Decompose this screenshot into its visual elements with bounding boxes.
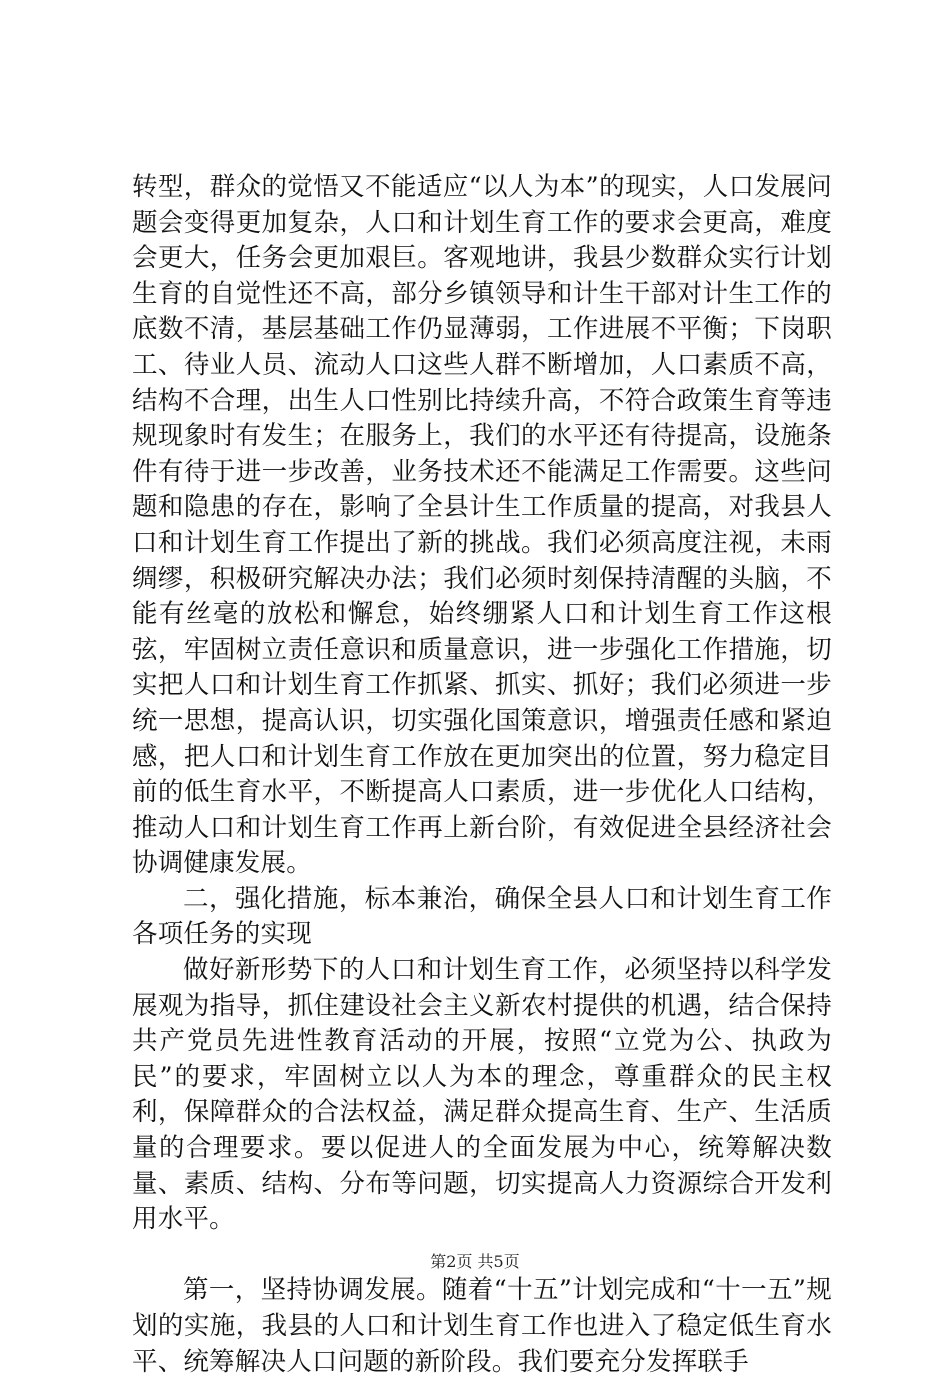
paragraph-first-point: 第一，坚持协调发展。随着“十五”计划完成和“十一五”规划的实施，我县的人口和计划生育工作也进入了稳定低生育水平、统筹解决人口问题的新阶段。我们要充分发挥联手 [132, 1275, 832, 1377]
paragraph-section-intro: 做好新形势下的人口和计划生育工作，必须坚持以科学发展观为指导，抓住建设社会主义新农村提供的机遇，结合保持共产党员先进性教育活动的开展，按照“立党为公、执政为民”的要求，牢固树立以人为本的理念，尊重群众的民主权利，保障群众的合法权益，满足群众提高生育、生产、生活质量的合理要求。要以促进人的全面发展为中心，统筹解决数量、素质、结构、分布等问题，切实提高人力资源综合开发利用水平。 [132, 955, 832, 1235]
document-body [132, 170, 832, 1380]
page-number-footer: 第2页 共5页 [430, 1252, 520, 1271]
section-heading: 二，强化措施，标本兼治，确保全县人口和计划生育工作各项任务的实现 [132, 883, 832, 950]
paragraph-continuation: 转型，群众的觉悟又不能适应“以人为本”的现实，人口发展问题会变得更加复杂，人口和计划生育工作的要求会更高，难度会更大，任务会更加艰巨。客观地讲，我县少数群众实行计划生育的自觉性还不高，部分乡镇领导和计生干部对计生工作的底数不清，基层基础工作仍显薄弱，工作进展不平衡；下岗职工、待业人员、流动人口这些人群不断增加，人口素质不高，结构不合理，出生人口性别比持续升高，不符合政策生育等违规现象时有发生；在服务上，我们的水平还有待提高，设施条件有待于进一步改善，业务技术还不能满足工作需要。这些问题和隐患的存在，影响了全县计生工作质量的提高，对我县人口和计划生育工作提出了新的挑战。我们必须高度注视，未雨绸缪，积极研究解决办法；我们必须时刻保持清醒的头脑，不能有丝毫的放松和懈怠，始终绷紧人口和计划生育工作这根弦，牢固树立责任意识和质量意识，进一步强化工作措施，切实把人口和计划生育工作抓紧、抓实、抓好；我们必须进一步统一思想，提高认识，切实强化国策意识，增强责任感和紧迫感，把人口和计划生育工作放在更加突出的位置，努力稳定目前的低生育水平，不断提高人口素质，进一步优化人口结构，推动人口和计划生育工作再上新台阶，有效促进全县经济社会协调健康发展。 [132, 172, 832, 879]
